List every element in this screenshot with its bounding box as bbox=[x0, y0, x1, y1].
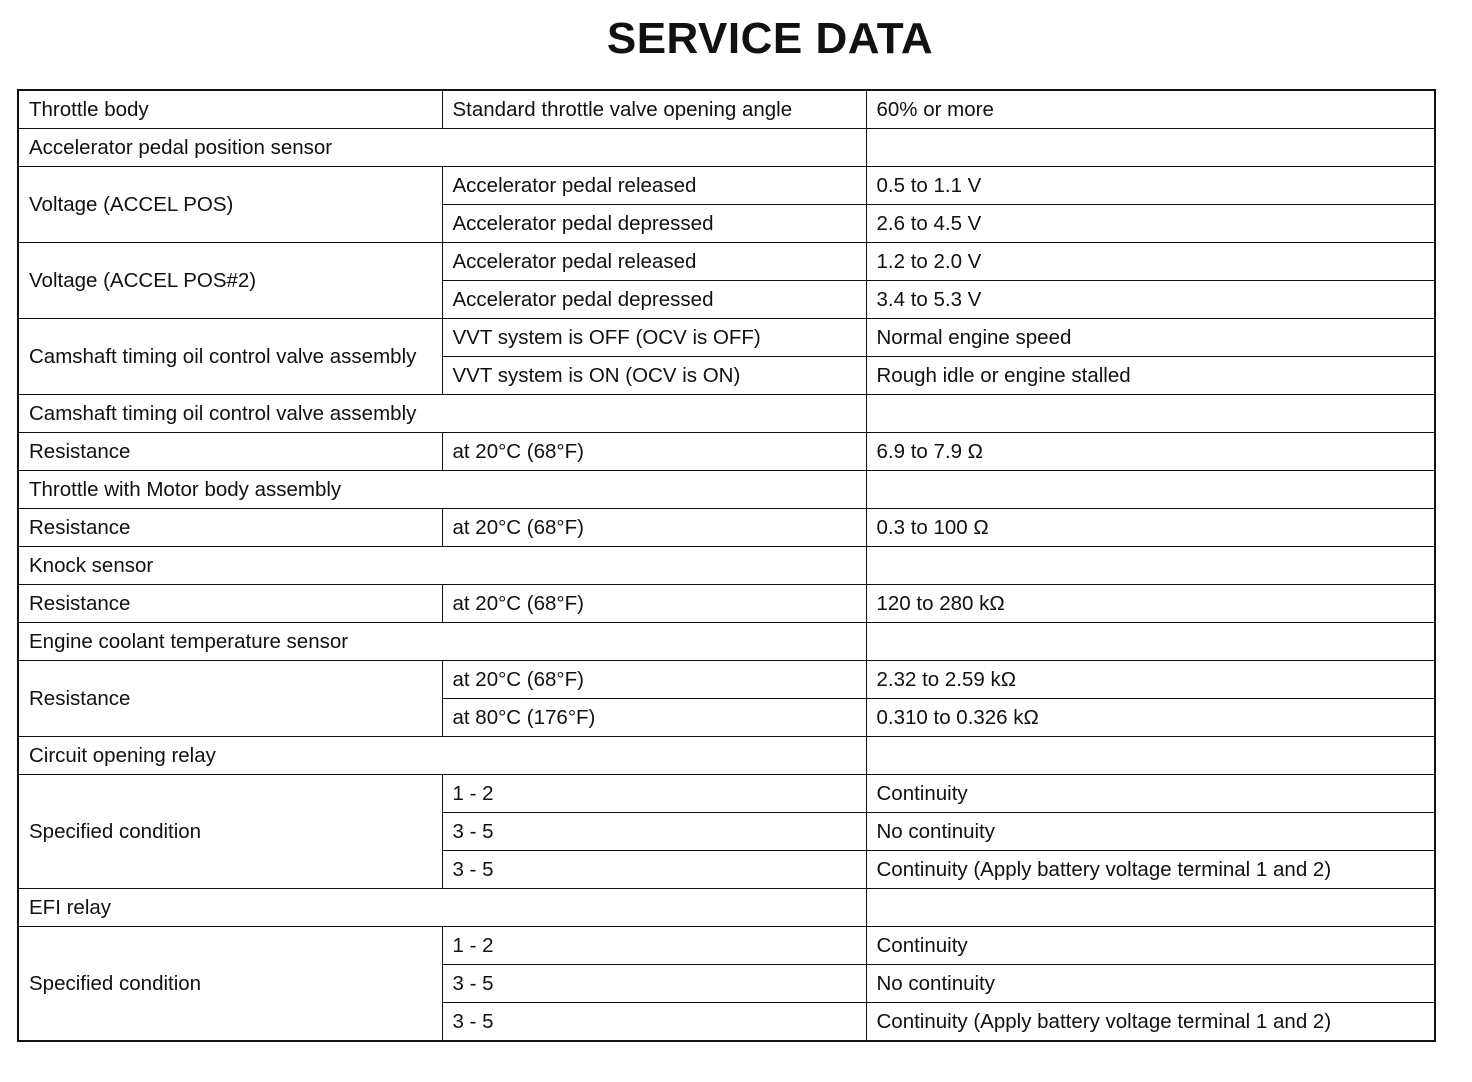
section-row bbox=[18, 889, 1435, 927]
item-cell: Voltage (ACCEL POS) bbox=[18, 167, 442, 243]
condition-cell: 3 - 5 bbox=[442, 1003, 866, 1042]
page-title: SERVICE DATA bbox=[606, 14, 934, 63]
spec-cell: 3.4 to 5.3 V bbox=[866, 281, 1435, 319]
empty-cell bbox=[866, 737, 1435, 775]
condition-cell: Accelerator pedal depressed bbox=[442, 205, 866, 243]
condition-cell: VVT system is OFF (OCV is OFF) bbox=[442, 319, 866, 357]
section-header: Throttle with Motor body assembly bbox=[18, 471, 866, 509]
spec-cell: 6.9 to 7.9 Ω bbox=[866, 433, 1435, 471]
table-row bbox=[18, 319, 1435, 357]
item-cell: Resistance bbox=[18, 661, 442, 737]
spec-cell: 60% or more bbox=[866, 90, 1435, 129]
section-row bbox=[18, 471, 1435, 509]
condition-cell: VVT system is ON (OCV is ON) bbox=[442, 357, 866, 395]
table-row bbox=[18, 585, 1435, 623]
table-row bbox=[18, 927, 1435, 965]
spec-cell: No continuity bbox=[866, 813, 1435, 851]
spec-cell: 0.3 to 100 Ω bbox=[866, 509, 1435, 547]
empty-cell bbox=[866, 547, 1435, 585]
condition-cell: Accelerator pedal depressed bbox=[442, 281, 866, 319]
condition-cell: Accelerator pedal released bbox=[442, 243, 866, 281]
spec-cell: Continuity bbox=[866, 927, 1435, 965]
empty-cell bbox=[866, 129, 1435, 167]
section-row bbox=[18, 547, 1435, 585]
section-row bbox=[18, 129, 1435, 167]
condition-cell: at 20°C (68°F) bbox=[442, 433, 866, 471]
spec-cell: Continuity bbox=[866, 775, 1435, 813]
condition-cell: Standard throttle valve opening angle bbox=[442, 90, 866, 129]
condition-cell: 3 - 5 bbox=[442, 965, 866, 1003]
table-row bbox=[18, 243, 1435, 281]
item-cell: Throttle body bbox=[18, 90, 442, 129]
section-header: EFI relay bbox=[18, 889, 866, 927]
condition-cell: at 80°C (176°F) bbox=[442, 699, 866, 737]
spec-cell: Continuity (Apply battery voltage terminal 1 and 2) bbox=[866, 851, 1435, 889]
empty-cell bbox=[866, 471, 1435, 509]
empty-cell bbox=[866, 889, 1435, 927]
item-cell: Specified condition bbox=[18, 775, 442, 889]
item-cell: Camshaft timing oil control valve assembly bbox=[18, 319, 442, 395]
spec-cell: 0.310 to 0.326 kΩ bbox=[866, 699, 1435, 737]
service-data-table bbox=[17, 89, 1436, 1042]
condition-cell: at 20°C (68°F) bbox=[442, 585, 866, 623]
section-header: Circuit opening relay bbox=[18, 737, 866, 775]
item-cell: Resistance bbox=[18, 585, 442, 623]
item-cell: Specified condition bbox=[18, 927, 442, 1042]
condition-cell: Accelerator pedal released bbox=[442, 167, 866, 205]
condition-cell: at 20°C (68°F) bbox=[442, 661, 866, 699]
section-header: Engine coolant temperature sensor bbox=[18, 623, 866, 661]
spec-cell: Normal engine speed bbox=[866, 319, 1435, 357]
condition-cell: 1 - 2 bbox=[442, 775, 866, 813]
condition-cell: 1 - 2 bbox=[442, 927, 866, 965]
table-row bbox=[18, 509, 1435, 547]
table-row bbox=[18, 90, 1435, 129]
item-cell: Voltage (ACCEL POS#2) bbox=[18, 243, 442, 319]
spec-cell: Rough idle or engine stalled bbox=[866, 357, 1435, 395]
empty-cell bbox=[866, 395, 1435, 433]
section-header: Camshaft timing oil control valve assembly bbox=[18, 395, 866, 433]
condition-cell: 3 - 5 bbox=[442, 851, 866, 889]
item-cell: Resistance bbox=[18, 433, 442, 471]
spec-cell: 2.6 to 4.5 V bbox=[866, 205, 1435, 243]
spec-cell: 0.5 to 1.1 V bbox=[866, 167, 1435, 205]
table-row bbox=[18, 661, 1435, 699]
spec-cell: No continuity bbox=[866, 965, 1435, 1003]
spec-cell: 1.2 to 2.0 V bbox=[866, 243, 1435, 281]
section-header: Knock sensor bbox=[18, 547, 866, 585]
spec-cell: 120 to 280 kΩ bbox=[866, 585, 1435, 623]
section-row bbox=[18, 395, 1435, 433]
table-row bbox=[18, 433, 1435, 471]
condition-cell: 3 - 5 bbox=[442, 813, 866, 851]
section-row bbox=[18, 623, 1435, 661]
empty-cell bbox=[866, 623, 1435, 661]
spec-cell: 2.32 to 2.59 kΩ bbox=[866, 661, 1435, 699]
item-cell: Resistance bbox=[18, 509, 442, 547]
spec-cell: Continuity (Apply battery voltage terminal 1 and 2) bbox=[866, 1003, 1435, 1042]
section-row bbox=[18, 737, 1435, 775]
table-row bbox=[18, 775, 1435, 813]
condition-cell: at 20°C (68°F) bbox=[442, 509, 866, 547]
section-header: Accelerator pedal position sensor bbox=[18, 129, 866, 167]
table-row bbox=[18, 167, 1435, 205]
